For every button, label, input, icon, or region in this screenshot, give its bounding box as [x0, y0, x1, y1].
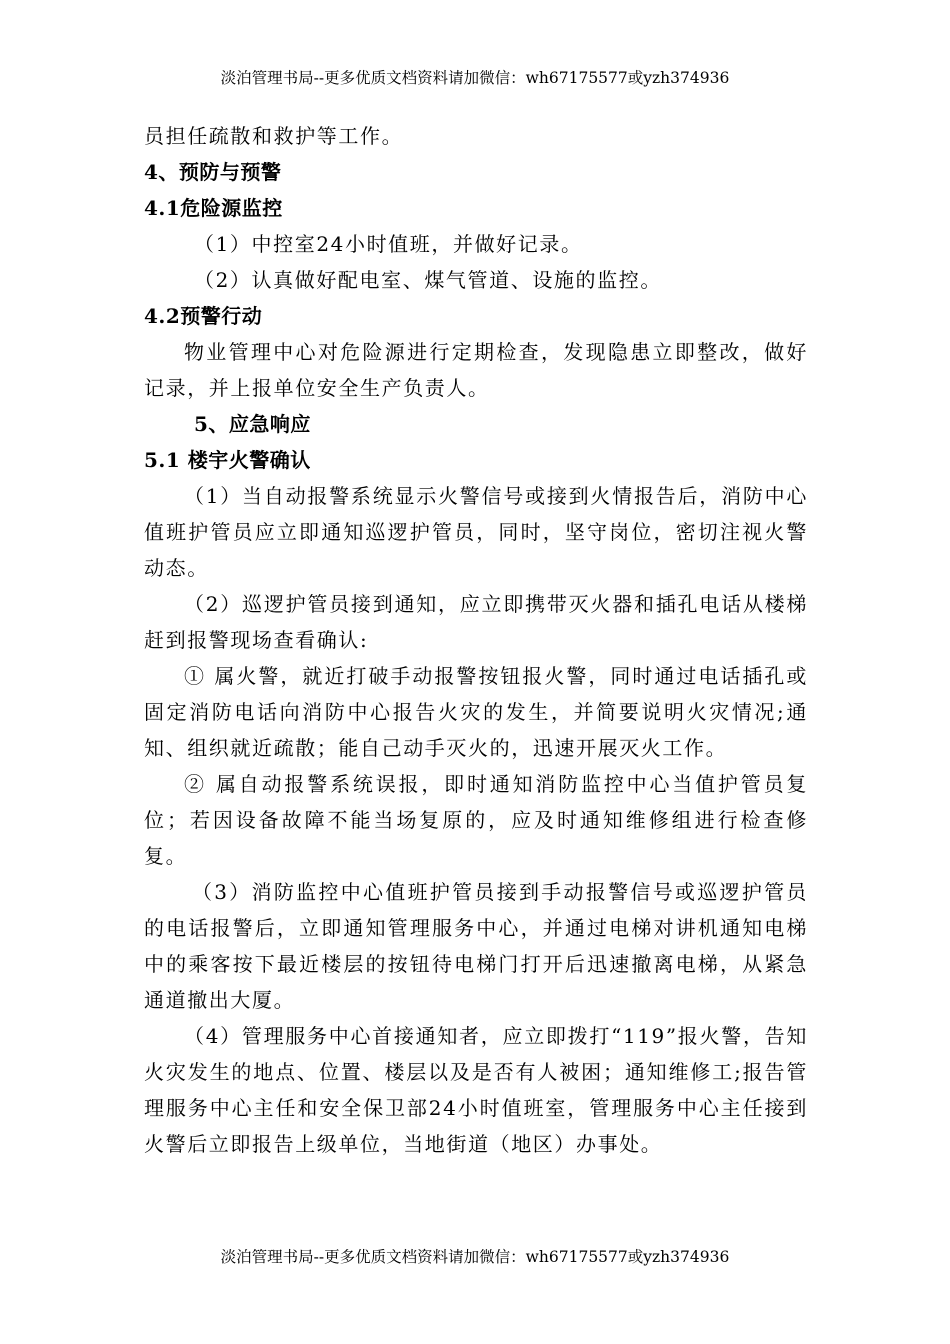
subsection-heading-4-2: 4.2预警行动: [144, 304, 263, 328]
paragraph-4-1-2: （2）认真做好配电室、煤气管道、设施的监控。: [194, 268, 662, 292]
section-heading-4: 4、预防与预警: [144, 160, 282, 184]
paragraph-continuation: 员担任疏散和救护等工作。: [144, 124, 404, 148]
paragraph-5-1-3: （3）消防监控中心值班护管员接到手动报警信号或巡逻护管员的电话报警后，立即通知管理服务中心，并通过电梯对讲机通知电梯中的乘客按下最近楼层的按钮待电梯门打开后迅速撤离电梯，从紧急通道撤出大厦。: [144, 880, 808, 1012]
section-heading-5: 5、应急响应: [194, 412, 311, 436]
paragraph-5-1-2-b: ② 属自动报警系统误报，即时通知消防监控中心当值护管员复位；若因设备故障不能当场复原的，应及时通知维修组进行检查修复。: [144, 772, 808, 868]
document-body: [144, 118, 808, 1162]
paragraph-5-1-2-a: ① 属火警，就近打破手动报警按钮报火警，同时通过电话插孔或固定消防电话向消防中心报告火灾的发生，并简要说明火灾情况;通知、组织就近疏散；能自己动手灭火的，迅速开展灭火工作。: [144, 664, 808, 760]
page-footer: 淡泊管理书局--更多优质文档资料请加微信：wh67175577或yzh374936: [220, 1248, 730, 1266]
subsection-heading-5-1: 5.1 楼宇火警确认: [144, 448, 311, 472]
paragraph-5-1-4: （4）管理服务中心首接通知者，应立即拨打“119”报火警，告知火灾发生的地点、位置、楼层以及是否有人被困；通知维修工;报告管理服务中心主任和安全保卫部24小时值班室，管理服务中心主任接到火警后立即报告上级单位，当地街道（地区）办事处。: [144, 1024, 808, 1156]
paragraph-5-1-2: （2）巡逻护管员接到通知，应立即携带灭火器和插孔电话从楼梯赶到报警现场查看确认:: [144, 592, 808, 652]
paragraph-5-1-1: （1）当自动报警系统显示火警信号或接到火情报告后，消防中心值班护管员应立即通知巡逻护管员，同时，坚守岗位，密切注视火警动态。: [144, 484, 808, 580]
paragraph-4-2: 物业管理中心对危险源进行定期检查，发现隐患立即整改，做好记录，并上报单位安全生产负责人。: [144, 340, 808, 400]
paragraph-4-1-1: （1）中控室24小时值班，并做好记录。: [194, 232, 583, 256]
subsection-heading-4-1: 4.1危险源监控: [144, 196, 283, 220]
page-header: 淡泊管理书局--更多优质文档资料请加微信：wh67175577或yzh374936: [220, 69, 730, 87]
